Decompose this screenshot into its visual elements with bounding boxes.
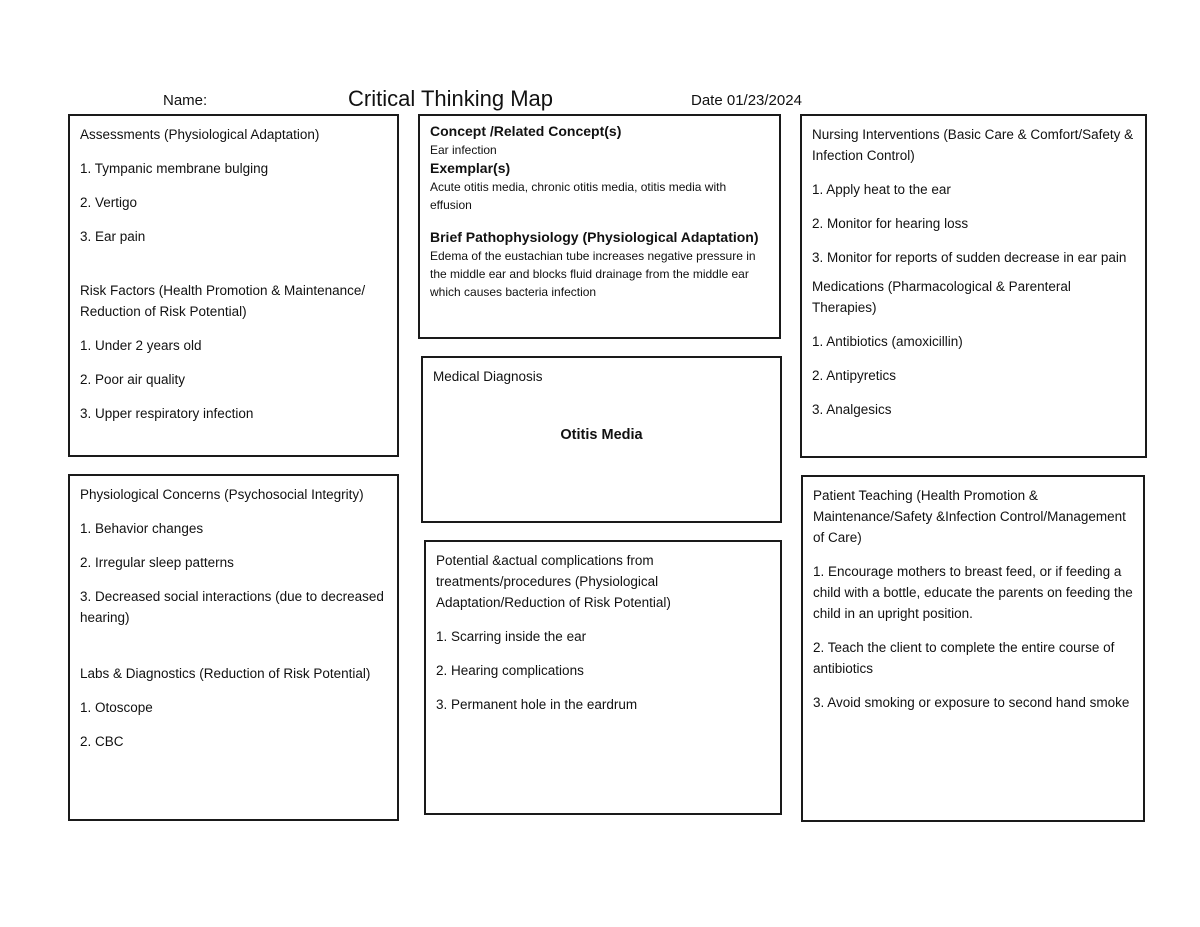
concern-item: 3. Decreased social interactions (due to decreased hearing) bbox=[80, 589, 384, 625]
intervention-item: 2. Monitor for hearing loss bbox=[812, 216, 969, 231]
exemplar-text: Acute otitis media, chronic otitis media, otitis media with effusion bbox=[430, 180, 727, 212]
medications-heading: Medications (Pharmacological & Parenteral Therapies) bbox=[812, 279, 1071, 315]
labs-heading: Labs & Diagnostics (Reduction of Risk Potential) bbox=[80, 666, 371, 681]
risk-factor-item: 3. Upper respiratory infection bbox=[80, 406, 254, 421]
intervention-item: 1. Apply heat to the ear bbox=[812, 182, 951, 197]
nursing-interventions-heading: Nursing Interventions (Basic Care & Comfort/Safety & Infection Control) bbox=[812, 127, 1134, 163]
physiological-concerns-heading: Physiological Concerns (Psychosocial Integrity) bbox=[80, 487, 364, 502]
complication-item: 3. Permanent hole in the eardrum bbox=[436, 697, 638, 712]
name-label: Name: bbox=[163, 92, 208, 109]
medical-diagnosis-box bbox=[421, 356, 782, 523]
complications-heading: Potential &actual complications from treatments/procedures (Physiological Adaptation/Reduction of Risk Potential) bbox=[436, 553, 671, 610]
concern-item: 1. Behavior changes bbox=[80, 521, 204, 536]
medication-item: 1. Antibiotics (amoxicillin) bbox=[812, 334, 963, 349]
complication-item: 2. Hearing complications bbox=[436, 663, 584, 678]
risk-factor-item: 1. Under 2 years old bbox=[80, 338, 202, 353]
assessment-item: 2. Vertigo bbox=[80, 195, 138, 210]
patient-teaching-heading: Patient Teaching (Health Promotion & Maintenance/Safety &Infection Control/Management of Care) bbox=[813, 488, 1126, 545]
risk-factor-item: 2. Poor air quality bbox=[80, 372, 186, 387]
medical-diagnosis-value: Otitis Media bbox=[560, 427, 643, 443]
assessment-item: 1. Tympanic membrane bulging bbox=[80, 161, 269, 176]
medication-item: 3. Analgesics bbox=[812, 402, 892, 417]
exemplar-heading: Exemplar(s) bbox=[430, 160, 511, 176]
concern-item: 2. Irregular sleep patterns bbox=[80, 555, 234, 570]
pathophysiology-text: Edema of the eustachian tube increases negative pressure in the middle ear and blocks fluid drainage from the middle ear which causes bacteria infection bbox=[430, 249, 756, 299]
risk-factors-heading: Risk Factors (Health Promotion & Maintenance/ Reduction of Risk Potential) bbox=[80, 283, 366, 319]
intervention-item: 3. Monitor for reports of sudden decrease in ear pain bbox=[812, 250, 1127, 265]
assessment-item: 3. Ear pain bbox=[80, 229, 146, 244]
medical-diagnosis-heading: Medical Diagnosis bbox=[433, 369, 543, 384]
concept-heading: Concept /Related Concept(s) bbox=[430, 123, 622, 139]
assessments-box bbox=[68, 114, 399, 457]
concept-box bbox=[418, 114, 781, 339]
patient-teaching-box bbox=[801, 475, 1145, 822]
complication-item: 1. Scarring inside the ear bbox=[436, 629, 587, 644]
lab-item: 2. CBC bbox=[80, 734, 124, 749]
nursing-interventions-box bbox=[800, 114, 1147, 458]
teaching-item: 3. Avoid smoking or exposure to second hand smoke bbox=[813, 695, 1130, 710]
concept-text: Ear infection bbox=[430, 143, 497, 157]
assessments-heading: Assessments (Physiological Adaptation) bbox=[80, 127, 320, 142]
date-label: Date 01/23/2024 bbox=[691, 92, 802, 109]
pathophysiology-heading: Brief Pathophysiology (Physiological Adaptation) bbox=[430, 229, 759, 245]
lab-item: 1. Otoscope bbox=[80, 700, 153, 715]
medication-item: 2. Antipyretics bbox=[812, 368, 897, 383]
complications-box bbox=[424, 540, 782, 815]
teaching-item: 2. Teach the client to complete the entire course of antibiotics bbox=[813, 640, 1115, 676]
teaching-item: 1. Encourage mothers to breast feed, or if feeding a child with a bottle, educate the parents on feeding the child in an upright position. bbox=[813, 564, 1133, 621]
page-title: Critical Thinking Map bbox=[348, 86, 554, 111]
physiological-concerns-box bbox=[68, 474, 399, 821]
